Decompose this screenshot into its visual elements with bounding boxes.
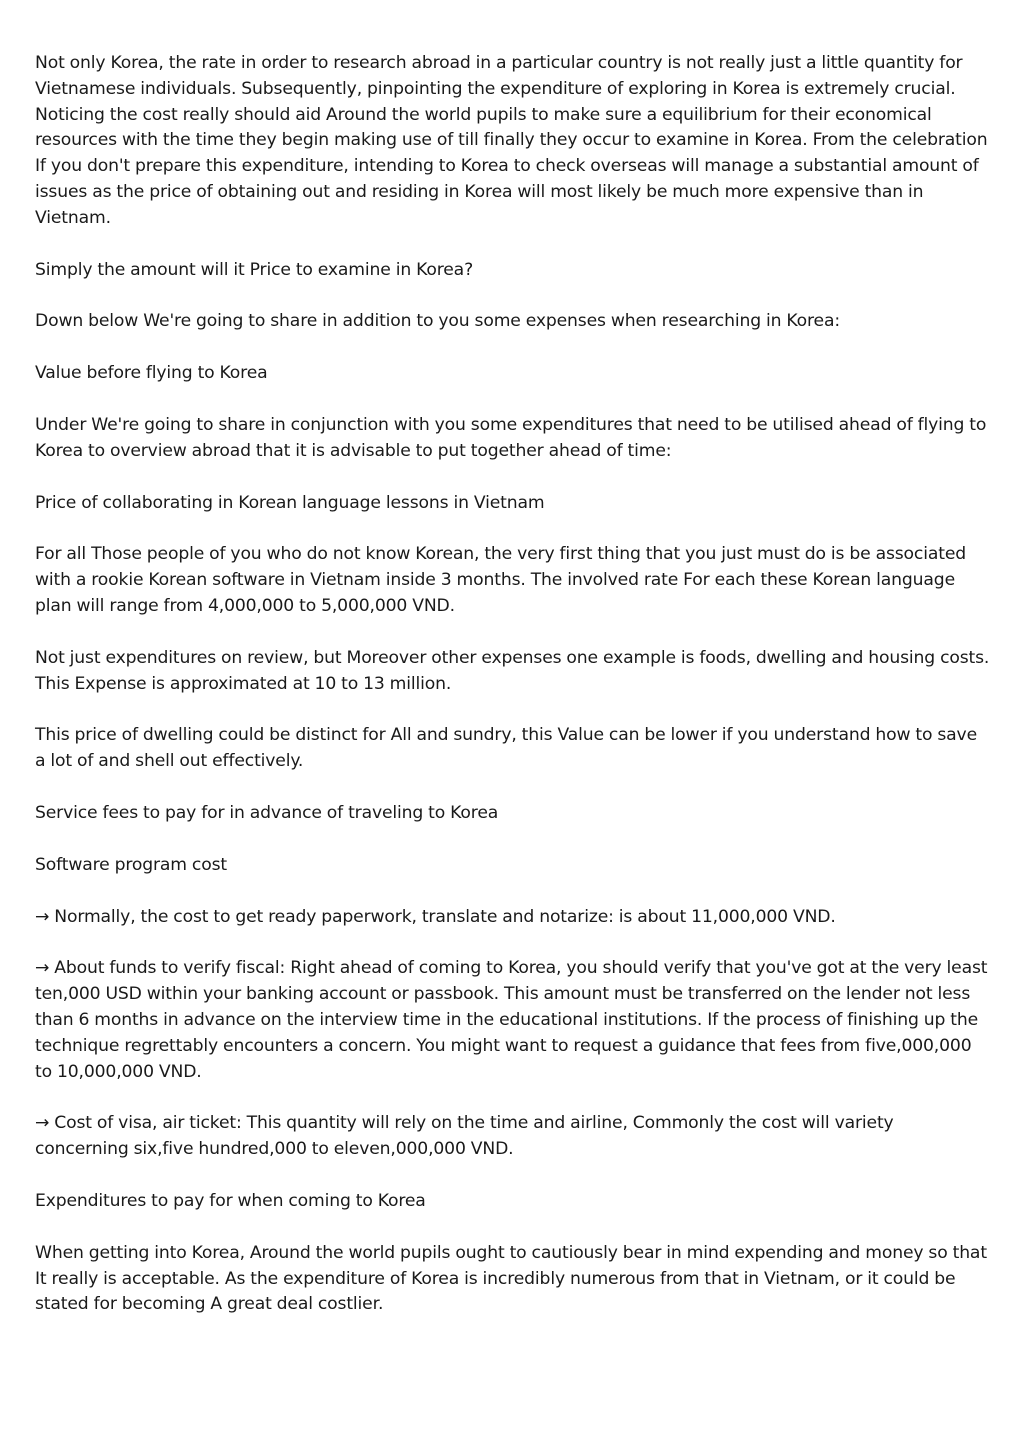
paperwork-cost-item: → Normally, the cost to get ready paperwork, translate and notarize: is about 11,000,000 VND. [35,906,836,927]
section-heading-before-flying: Value before flying to Korea [35,363,268,384]
section-heading-service-fees: Service fees to pay for in advance of traveling to Korea [35,802,499,823]
expenses-intro-paragraph: Down below We're going to share in addition to you some expenses when researching in Korea: [35,311,840,332]
visa-ticket-cost-item: → Cost of visa, air ticket: This quantity will rely on the time and airline, Commonly the cost will variety concerning six,five hundred,000 to eleven,000,000 VND. [35,1113,894,1160]
dwelling-price-paragraph: This price of dwelling could be distinct for All and sundry, this Value can be lower if you understand how to save a lot of and shell out effectively. [35,725,977,772]
intro-paragraph: Not only Korea, the rate in order to research abroad in a particular country is not really just a little quantity for Vietnamese individuals. Subsequently, pinpointing the expenditure of exploring in Korea is extremely crucial. Noticing the cost really should aid Around the world pupils to make sure a equilibrium for their economical resources with the time they begin making use of till finally they occur to examine in Korea. From the celebration If you don't prepare this expenditure, intending to Korea to check overseas will manage a substantial amount of issues as the price of obtaining out and residing in Korea will most likely be much more expensive than in Vietnam. [35,53,988,228]
before-flying-paragraph: Under We're going to share in conjunction with you some expenditures that need to be utilised ahead of flying to Korea to overview abroad that it is advisable to put together ahead of time: [35,414,987,461]
living-costs-paragraph: Not just expenditures on review, but Moreover other expenses one example is foods, dwelling and housing costs. This Expense is approximated at 10 to 13 million. [35,647,990,694]
subheading-program-cost: Software program cost [35,854,227,875]
section-heading-arrival-costs: Expenditures to pay for when coming to Korea [35,1190,426,1211]
funds-verification-item: → About funds to verify fiscal: Right ahead of coming to Korea, you should verify that you've got at the very least ten,000 USD within your banking account or passbook. This amount must be transferred on the lender not less than 6 months in advance on the interview time in the educational institutions. If the process of finishing up the technique regrettably encounters a concern. You might want to request a guidance that fees from five,000,000 to 10,000,000 VND. [35,958,988,1082]
section-heading-language-lessons: Price of collaborating in Korean language lessons in Vietnam [35,492,545,513]
language-lessons-paragraph: For all Those people of you who do not know Korean, the very first thing that you just must do is be associated with a rookie Korean software in Vietnam inside 3 months. The involved rate For each these Korean language plan will range from 4,000,000 to 5,000,000 VND. [35,544,967,616]
arrival-costs-paragraph: When getting into Korea, Around the world pupils ought to cautiously bear in mind expending and money so that It really is acceptable. As the expenditure of Korea is incredibly numerous from that in Vietnam, or it could be stated for becoming A great deal costlier. [35,1242,987,1315]
question-heading: Simply the amount will it Price to examine in Korea? [35,259,474,280]
